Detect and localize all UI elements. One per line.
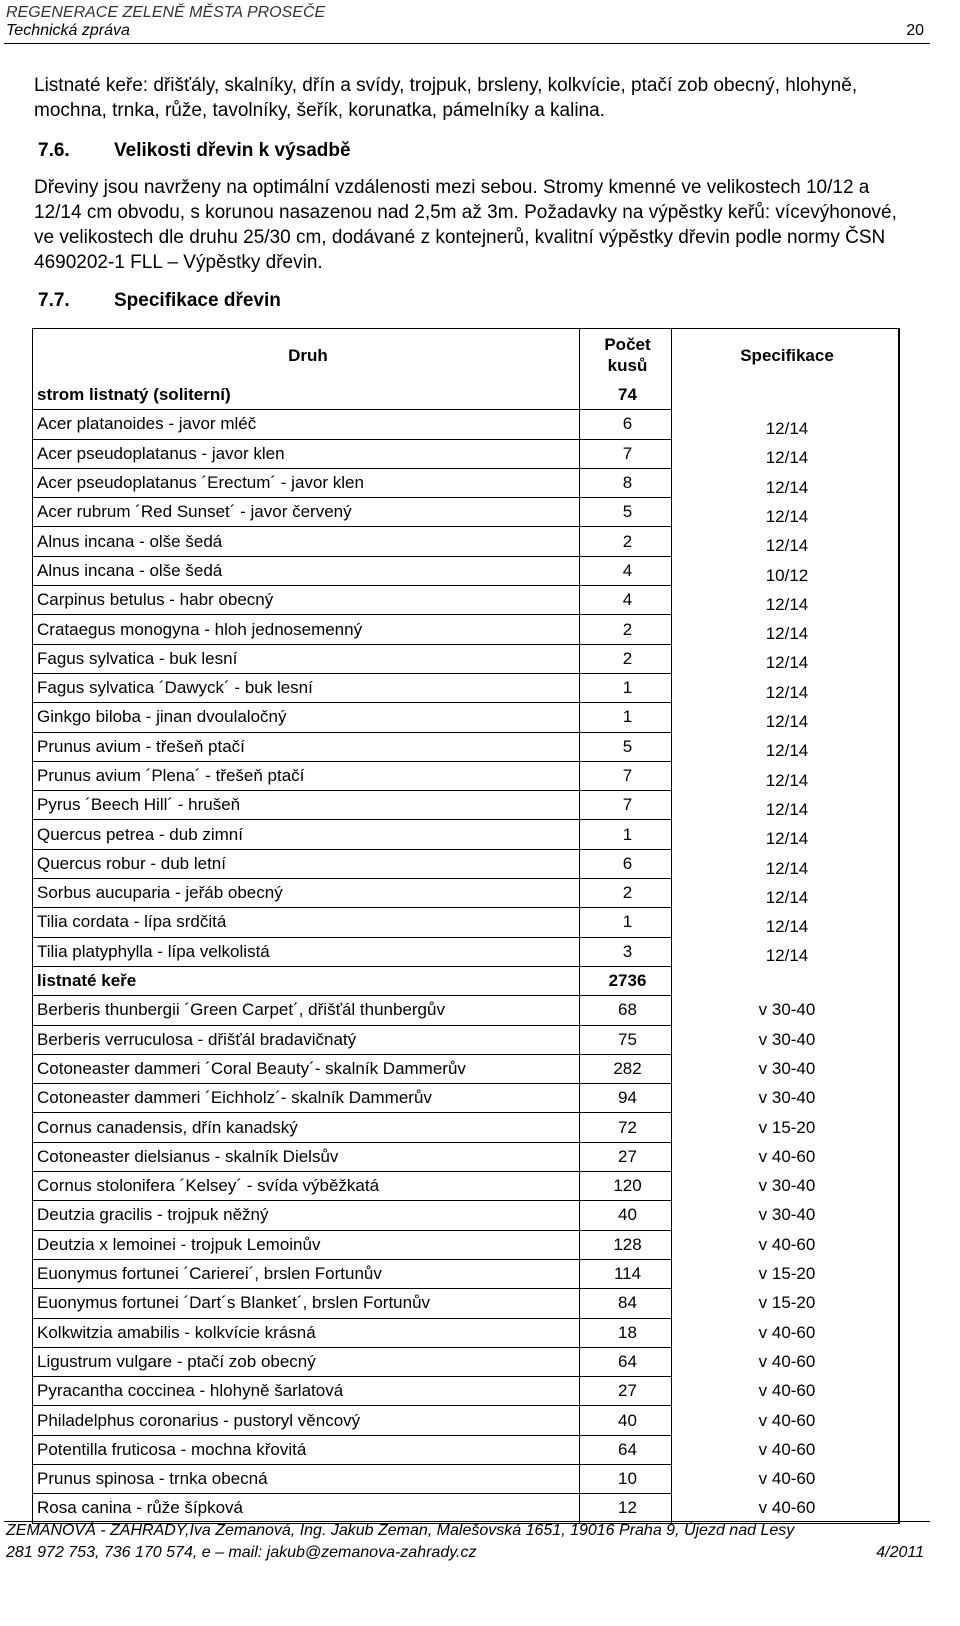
section-title: Velikosti dřevin k výsadbě xyxy=(114,140,351,161)
count-cell: 282 xyxy=(580,1054,672,1083)
count-cell: 12 xyxy=(580,1494,672,1523)
count-cell: 18 xyxy=(580,1318,672,1347)
count-cell: 27 xyxy=(580,1377,672,1406)
spec-cell: v 40-60 xyxy=(672,1142,900,1171)
column-header-pocet: Počet kusů xyxy=(580,329,672,382)
table-row xyxy=(33,849,900,878)
spec-cell: 12/14 xyxy=(672,791,900,820)
group-row xyxy=(33,381,900,410)
spec-cell: v 40-60 xyxy=(672,1347,900,1376)
table-row xyxy=(33,1406,900,1435)
table-row xyxy=(33,1084,900,1113)
spec-cell: 12/14 xyxy=(672,498,900,527)
group-row xyxy=(33,966,900,995)
table-row xyxy=(33,556,900,585)
spec-cell: v 40-60 xyxy=(672,1377,900,1406)
count-cell: 1 xyxy=(580,820,672,849)
spec-cell: 12/14 xyxy=(672,468,900,497)
table-body xyxy=(33,381,900,1523)
species-name-cell: Rosa canina - růže šípková xyxy=(33,1494,580,1523)
table-row xyxy=(33,1025,900,1054)
count-cell: 128 xyxy=(580,1230,672,1259)
species-name-cell: Prunus spinosa - trnka obecná xyxy=(33,1464,580,1493)
spec-cell: 12/14 xyxy=(672,732,900,761)
spec-cell: 12/14 xyxy=(672,849,900,878)
species-name-cell: Deutzia gracilis - trojpuk něžný xyxy=(33,1201,580,1230)
count-cell: 114 xyxy=(580,1259,672,1288)
table-row xyxy=(33,1464,900,1493)
table-row xyxy=(33,1113,900,1142)
spec-cell: v 15-20 xyxy=(672,1113,900,1142)
column-header-spec: Specifikace xyxy=(672,329,900,382)
species-name-cell: Fagus sylvatica - buk lesní xyxy=(33,644,580,673)
table-row xyxy=(33,468,900,497)
species-name-cell: Carpinus betulus - habr obecný xyxy=(33,586,580,615)
species-name-cell: Acer platanoides - javor mléč xyxy=(33,410,580,439)
count-cell: 4 xyxy=(580,586,672,615)
spec-cell: 12/14 xyxy=(672,673,900,702)
table-row xyxy=(33,996,900,1025)
species-name-cell: Acer pseudoplatanus - javor klen xyxy=(33,439,580,468)
count-cell: 1 xyxy=(580,703,672,732)
spec-cell: 12/14 xyxy=(672,410,900,439)
table-row xyxy=(33,1172,900,1201)
species-name-cell: Cotoneaster dammeri ´Coral Beauty´- skalník Dammerův xyxy=(33,1054,580,1083)
spec-cell: 12/14 xyxy=(672,527,900,556)
group-spec-cell xyxy=(672,381,900,410)
count-cell: 6 xyxy=(580,849,672,878)
count-cell: 40 xyxy=(580,1201,672,1230)
table-row xyxy=(33,791,900,820)
spec-cell: 12/14 xyxy=(672,908,900,937)
table-row xyxy=(33,1494,900,1523)
table-row xyxy=(33,761,900,790)
count-cell: 27 xyxy=(580,1142,672,1171)
count-cell: 40 xyxy=(580,1406,672,1435)
count-cell: 72 xyxy=(580,1113,672,1142)
species-name-cell: Fagus sylvatica ´Dawyck´ - buk lesní xyxy=(33,673,580,702)
count-cell: 2 xyxy=(580,879,672,908)
table-row xyxy=(33,1318,900,1347)
count-cell: 8 xyxy=(580,468,672,497)
table-row xyxy=(33,615,900,644)
count-cell: 7 xyxy=(580,439,672,468)
table-row xyxy=(33,1201,900,1230)
count-cell: 94 xyxy=(580,1084,672,1113)
count-cell: 5 xyxy=(580,732,672,761)
spec-cell: v 30-40 xyxy=(672,1025,900,1054)
spec-cell: v 30-40 xyxy=(672,1054,900,1083)
table-row xyxy=(33,1347,900,1376)
table-row xyxy=(33,732,900,761)
spec-cell: v 40-60 xyxy=(672,1230,900,1259)
species-name-cell: Potentilla fruticosa - mochna křovitá xyxy=(33,1435,580,1464)
spec-cell: v 30-40 xyxy=(672,1172,900,1201)
count-cell: 84 xyxy=(580,1289,672,1318)
group-total: 2736 xyxy=(580,966,672,995)
section-heading-7-6 xyxy=(38,140,351,162)
count-cell: 2 xyxy=(580,615,672,644)
spec-cell: v 15-20 xyxy=(672,1259,900,1288)
section-title: Specifikace dřevin xyxy=(114,290,281,311)
species-name-cell: Cornus canadensis, dřín kanadský xyxy=(33,1113,580,1142)
species-name-cell: Prunus avium ´Plena´ - třešeň ptačí xyxy=(33,761,580,790)
species-name-cell: Cornus stolonifera ´Kelsey´ - svída výběžkatá xyxy=(33,1172,580,1201)
group-total: 74 xyxy=(580,381,672,410)
table-row xyxy=(33,1259,900,1288)
species-name-cell: Ligustrum vulgare - ptačí zob obecný xyxy=(33,1347,580,1376)
column-header-druh: Druh xyxy=(33,329,580,382)
table-row xyxy=(33,439,900,468)
table-row xyxy=(33,937,900,966)
page-number: 20 xyxy=(906,22,924,39)
species-name-cell: Alnus incana - olše šedá xyxy=(33,527,580,556)
species-name-cell: Kolkwitzia amabilis - kolkvície krásná xyxy=(33,1318,580,1347)
species-name-cell: Berberis verruculosa - dřišťál bradavičnatý xyxy=(33,1025,580,1054)
spec-cell: 12/14 xyxy=(672,761,900,790)
species-name-cell: Tilia cordata - lípa srdčitá xyxy=(33,908,580,937)
species-name-cell: Acer rubrum ´Red Sunset´ - javor červený xyxy=(33,498,580,527)
count-cell: 75 xyxy=(580,1025,672,1054)
spec-cell: v 30-40 xyxy=(672,1201,900,1230)
table-row xyxy=(33,1054,900,1083)
species-name-cell: Deutzia x lemoinei - trojpuk Lemoinův xyxy=(33,1230,580,1259)
table-row xyxy=(33,1230,900,1259)
count-cell: 68 xyxy=(580,996,672,1025)
spec-cell: 12/14 xyxy=(672,879,900,908)
section-number: 7.7. xyxy=(38,290,70,311)
footer-address: ZEMANOVÁ - ZAHRADY,Iva Zemanová, Ing. Jakub Zeman, Malešovská 1651, 19016 Praha 9, Újezd nad Lesy xyxy=(6,1522,795,1539)
spec-cell: 12/14 xyxy=(672,937,900,966)
intro-paragraph: Listnaté keře: dřišťály, skalníky, dřín a svídy, trojpuk, brsleny, kolkvície, ptačí zob obecný, hlohyně, mochna, trnka, růže, tavolníky, šeřík, korunatka, pámelníky a kalina. xyxy=(34,75,858,121)
count-cell: 2 xyxy=(580,527,672,556)
spec-cell: 12/14 xyxy=(672,615,900,644)
table-row xyxy=(33,703,900,732)
species-name-cell: Pyrus ´Beech Hill´ - hrušeň xyxy=(33,791,580,820)
species-name-cell: Tilia platyphylla - lípa velkolistá xyxy=(33,937,580,966)
count-cell: 64 xyxy=(580,1347,672,1376)
spec-cell: 12/14 xyxy=(672,586,900,615)
group-spec-cell xyxy=(672,966,900,995)
table-row xyxy=(33,1289,900,1318)
count-cell: 10 xyxy=(580,1464,672,1493)
group-name: strom listnatý (soliterní) xyxy=(33,381,580,410)
group-name: listnaté keře xyxy=(33,966,580,995)
table-row xyxy=(33,673,900,702)
table-row xyxy=(33,410,900,439)
species-name-cell: Quercus robur - dub letní xyxy=(33,849,580,878)
species-name-cell: Philadelphus coronarius - pustoryl věncový xyxy=(33,1406,580,1435)
count-cell: 2 xyxy=(580,644,672,673)
count-cell: 6 xyxy=(580,410,672,439)
table-header-row xyxy=(33,329,900,382)
species-name-cell: Ginkgo biloba - jinan dvoulaločný xyxy=(33,703,580,732)
header-subtitle: Technická zpráva xyxy=(6,22,130,39)
table-row xyxy=(33,879,900,908)
species-name-cell: Acer pseudoplatanus ´Erectum´ - javor klen xyxy=(33,468,580,497)
spec-cell: v 30-40 xyxy=(672,1084,900,1113)
table-row xyxy=(33,1377,900,1406)
spec-cell: 12/14 xyxy=(672,439,900,468)
table-row xyxy=(33,1142,900,1171)
spec-cell: v 40-60 xyxy=(672,1318,900,1347)
section-heading-7-7 xyxy=(38,290,281,312)
spec-cell: v 30-40 xyxy=(672,996,900,1025)
species-name-cell: Prunus avium - třešeň ptačí xyxy=(33,732,580,761)
table-row xyxy=(33,820,900,849)
count-cell: 7 xyxy=(580,791,672,820)
header-divider xyxy=(4,43,930,44)
species-name-cell: Crataegus monogyna - hloh jednosemenný xyxy=(33,615,580,644)
footer-date: 4/2011 xyxy=(876,1544,924,1561)
species-name-cell: Cotoneaster dielsianus - skalník Dielsův xyxy=(33,1142,580,1171)
section-number: 7.6. xyxy=(38,140,70,161)
spec-cell: 12/14 xyxy=(672,703,900,732)
spec-cell: 12/14 xyxy=(672,820,900,849)
count-cell: 64 xyxy=(580,1435,672,1464)
count-cell: 7 xyxy=(580,761,672,790)
species-name-cell: Pyracantha coccinea - hlohyně šarlatová xyxy=(33,1377,580,1406)
spec-cell: v 40-60 xyxy=(672,1494,900,1523)
section-7-6-paragraph: Dřeviny jsou navrženy na optimální vzdálenosti mezi sebou. Stromy kmenné ve velikostech 10/12 a 12/14 cm obvodu, s korunou nasazenou nad 2,5m až 3m. Požadavky na výpěstky keřů: vícevýhonové, ve velikostech dle druhu 25/30 cm, dodávané z kontejnerů, kvalitní výpěstky dřevin podle normy ČSN 4690202-1 FLL – Výpěstky dřevin. xyxy=(34,177,897,273)
table-row xyxy=(33,586,900,615)
count-cell: 4 xyxy=(580,556,672,585)
spec-cell: v 15-20 xyxy=(672,1289,900,1318)
species-name-cell: Cotoneaster dammeri ´Eichholz´- skalník Dammerův xyxy=(33,1084,580,1113)
spec-cell: v 40-60 xyxy=(672,1435,900,1464)
table-row xyxy=(33,1435,900,1464)
table-row xyxy=(33,498,900,527)
spec-cell: v 40-60 xyxy=(672,1464,900,1493)
footer-contact: 281 972 753, 736 170 574, e – mail: jakub@zemanova-zahrady.cz xyxy=(6,1544,477,1561)
count-cell: 120 xyxy=(580,1172,672,1201)
species-name-cell: Euonymus fortunei ´Dart´s Blanket´, brslen Fortunův xyxy=(33,1289,580,1318)
spec-cell: 12/14 xyxy=(672,644,900,673)
species-name-cell: Berberis thunbergii ´Green Carpet´, dřišťál thunbergův xyxy=(33,996,580,1025)
table-row xyxy=(33,908,900,937)
species-name-cell: Alnus incana - olše šedá xyxy=(33,556,580,585)
spec-cell: v 40-60 xyxy=(672,1406,900,1435)
species-name-cell: Euonymus fortunei ´Carierei´, brslen Fortunův xyxy=(33,1259,580,1288)
count-cell: 1 xyxy=(580,673,672,702)
species-name-cell: Sorbus aucuparia - jeřáb obecný xyxy=(33,879,580,908)
table-row xyxy=(33,644,900,673)
table-row xyxy=(33,527,900,556)
count-cell: 1 xyxy=(580,908,672,937)
species-table xyxy=(32,328,900,1524)
header-title: REGENERACE ZELENĚ MĚSTA PROSEČE xyxy=(6,4,326,21)
species-name-cell: Quercus petrea - dub zimní xyxy=(33,820,580,849)
count-cell: 5 xyxy=(580,498,672,527)
spec-cell: 10/12 xyxy=(672,556,900,585)
count-cell: 3 xyxy=(580,937,672,966)
